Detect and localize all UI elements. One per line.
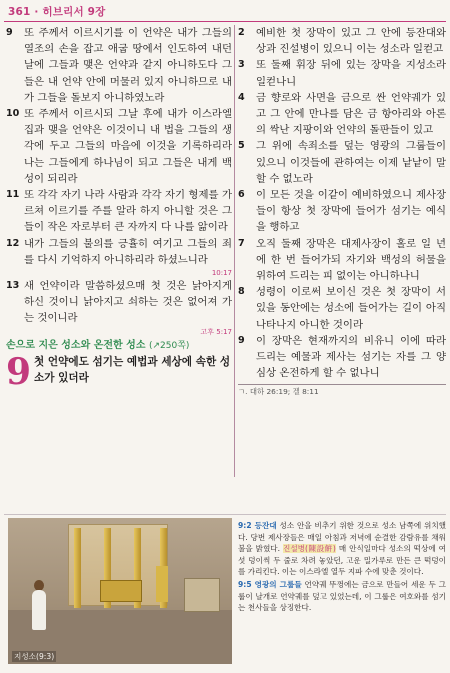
note-ref: 9:5 영광의 그룹들 [238,579,302,589]
chapter-number: 9 [6,350,32,393]
verse-8-11 [6,187,232,236]
verse-text: 금 향로와 사면을 금으로 싼 언약궤가 있고 그 안에 만나를 담은 금 항아리와 아론의 싹난 지팡이와 언약의 돌판들이 있고 [256,91,446,137]
note-text: 성소 안을 비추기 위한 것으로 성소 남쪽에 위치했다. 당번 제사장들은 매일 아침과 저녁에 순결한 감람유를 채워 불을 밝혔다. [238,521,446,554]
verse-8-12 [6,236,232,268]
note-lampstand [238,520,446,578]
verse-text: 또 각각 자기 나라 사람과 각각 자기 형제를 가르쳐 이르기를 주를 알라 하지 아니할 것은 그들이 작은 자로부터 큰 자까지 다 나를 앎이라 [24,189,232,234]
note-cherubim [238,579,446,614]
lampstand [156,566,168,602]
verse-number: 7 [238,237,245,249]
left-column [6,25,232,393]
content-separator [4,514,446,515]
note-text-continued: 매 안식일마다 성소의 떡상에 여섯 덩이씩 두 줄로 차려 놓았던, 고운 밀가루로 만든 큰 떡덩이를 가리킨다. 이는 이스라엘 열두 지파 수에 맞춘 것이다. [238,544,446,577]
cross-reference: 10:17 [211,269,232,278]
verse-number: 3 [238,59,245,71]
verse-text: 오직 둘째 장막은 대제사장이 홀로 일 년에 한 번 들어가되 자기와 백성의 허물을 위하여 드리는 피 없이는 아니하나니 [256,237,446,283]
altar [184,578,220,612]
section-heading-text: 손으로 지은 성소와 온전한 성소 [6,339,146,351]
running-header [8,4,106,19]
verse-text: 이 장막은 현재까지의 비유니 이에 따라 드리는 예물과 제사는 섬기는 자를 그 양심상 온전하게 할 수 없나니 [256,334,446,380]
header-rule [4,21,446,22]
verse-9-9 [238,333,446,382]
note-highlight-term: 진설병(陳設餠) [283,544,336,554]
high-priest-figure [32,590,46,630]
verse-8-13 [6,278,232,327]
note-ref: 9:2 등잔대 [238,521,277,530]
verse-number: 12 [6,237,20,249]
cross-reference: 고후 5:17 [200,327,232,336]
verse-9-4 [238,90,446,139]
verse-number: 8 [238,286,245,298]
verse-number: 13 [6,280,20,292]
verse-9-8 [238,284,446,333]
right-column [238,25,446,397]
verse-text: 성령이 이로써 보이신 것은 첫 장막이 서 있을 동안에는 성소에 들어가는 길이 아직 나타나지 아니한 것이라 [256,286,446,331]
book-chapter-title: 히브리서 9장 [42,6,106,18]
verse-8-10 [6,106,232,187]
chapter-9-start [6,350,232,393]
chapter-verse-1: 첫 언약에도 섬기는 예법과 세상에 속한 성소가 있더라 [34,355,231,384]
verse-text: 내가 그들의 불의를 긍휼히 여기고 그들의 죄를 다시 기억하지 아니하리라 하셨느니라 [24,237,232,266]
verse-number: 6 [238,189,245,201]
figure-caption: 지성소(9:3) [14,652,55,661]
verse-number: 10 [6,108,20,120]
note-text: 언약궤 뚜껑에는 금으로 만들어 세운 두 그룹이 날개로 언약궤를 덮고 있었는데, 이 그룹은 여호와를 섬기는 천사들을 상징한다. [238,579,447,613]
verse-number: 9 [238,334,245,346]
verse-text: 예비한 첫 장막이 있고 그 안에 등잔대와 상과 진설병이 있으니 이는 성소라 일컫고 [256,27,446,56]
study-notes [238,520,446,615]
verse-text: 새 언약이라 말씀하셨으매 첫 것은 낡아지게 하신 것이니 낡아지고 쇠하는 것은 없어져 가는 것이니라 [24,280,232,325]
verse-9-7 [238,236,446,285]
verse-number: 9 [6,27,13,38]
verse-number: 2 [238,27,245,38]
verse-number: 5 [238,140,245,152]
holy-of-holies-illustration [8,518,232,664]
verse-text: 그 위에 속죄소를 덮는 영광의 그룹들이 있으니 이것들에 관하여는 이제 낱낱이 말할 수 없노라 [256,140,446,185]
footnote: ㄱ. 대하 26:19; 겔 8:11 [238,384,446,397]
verse-9-6 [238,187,446,236]
verse-text: 또 주께서 이르시기를 이 언약은 내가 그들의 열조의 손을 잡고 애굽 땅에서 인도하여 내던 날에 그들과 맺은 언약과 같지 아니하도다 그들은 내 언약 안에 머물러 있지 아니하므로 내가 그들을 돌보지 아니하였노라 [24,27,232,104]
verse-text: 또 둘째 휘장 뒤에 있는 장막을 지성소라 일컫나니 [256,59,446,88]
column-divider [234,25,235,477]
verse-text: 또 주께서 이르시되 그날 후에 내가 이스라엘 집과 맺을 언약은 이것이니 내 법을 그들의 생각에 두고 그들의 마음에 이것을 기록하리라 나는 그들에게 하나님이 되고 그들은 내게 백성이 되리라 [24,108,232,185]
ark-of-covenant [100,580,142,602]
header-separator: · [34,6,43,18]
verse-number: 4 [238,91,245,103]
verse-8-9 [6,25,232,106]
verse-9-3 [238,57,446,89]
section-page-ref: (↗250쪽) [149,340,190,351]
gold-pillar [74,528,81,608]
section-heading [6,339,232,353]
page-number: 361 [8,6,31,18]
verse-number: 11 [6,189,20,201]
verse-9-5 [238,138,446,187]
verse-text: 이 모든 것을 이같이 예비하였으니 제사장들이 항상 첫 장막에 들어가 섬기는 예식을 행하고 [256,189,446,234]
verse-9-2 [238,25,446,57]
